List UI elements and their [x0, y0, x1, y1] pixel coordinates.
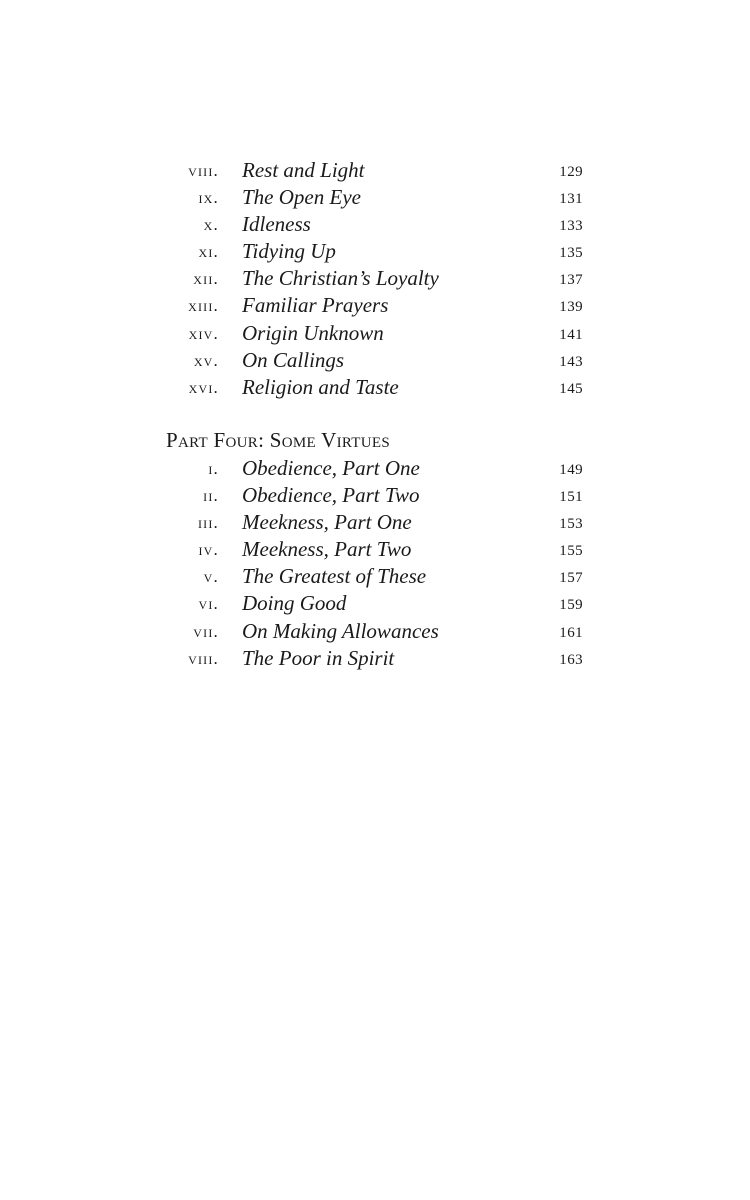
chapter-title: Idleness: [242, 212, 311, 236]
chapter-title: Meekness, Part One: [242, 510, 412, 534]
chapter-title: Obedience, Part One: [242, 456, 420, 480]
toc-entry: [0, 645, 750, 672]
chapter-numeral: vi.: [198, 594, 219, 613]
chapter-title: Doing Good: [242, 591, 347, 615]
page-number: 139: [559, 299, 583, 315]
chapter-numeral: xiii.: [188, 296, 219, 315]
toc-entry: [0, 292, 750, 319]
toc-entry: [0, 184, 750, 211]
page-number: 157: [559, 570, 583, 586]
chapter-title: The Open Eye: [242, 185, 361, 209]
page-number: 131: [559, 191, 583, 207]
chapter-numeral: iii.: [197, 513, 219, 532]
chapter-title: On Making Allowances: [242, 619, 439, 643]
chapter-numeral: v.: [203, 567, 219, 586]
page-number: 135: [559, 245, 583, 261]
chapter-title: Familiar Prayers: [242, 293, 389, 317]
chapter-numeral: xiv.: [188, 324, 219, 343]
toc-entry: [0, 320, 750, 347]
toc-entry: [0, 590, 750, 617]
chapter-title: Religion and Taste: [242, 375, 399, 399]
toc-entry: [0, 374, 750, 401]
page-number: 159: [559, 597, 583, 613]
chapter-title: The Christian’s Loyalty: [242, 266, 439, 290]
page-number: 145: [559, 381, 583, 397]
page-number: 133: [559, 218, 583, 234]
page-number: 149: [559, 462, 583, 478]
page-number: 129: [559, 164, 583, 180]
toc-entry: [0, 536, 750, 563]
chapter-title: Rest and Light: [242, 158, 365, 182]
toc-entry: [0, 238, 750, 265]
chapter-title: The Greatest of These: [242, 564, 427, 588]
chapter-numeral: xii.: [193, 269, 219, 288]
chapter-title: Meekness, Part Two: [242, 537, 412, 561]
page-number: 141: [559, 327, 583, 343]
chapter-numeral: xv.: [193, 351, 219, 370]
page-number: 143: [559, 354, 583, 370]
toc-entry: [0, 482, 750, 509]
page-number: 163: [559, 652, 583, 668]
chapter-numeral: ix.: [198, 188, 219, 207]
chapter-title: Origin Unknown: [242, 321, 384, 345]
toc-entry: [0, 265, 750, 292]
page-number: 155: [559, 543, 583, 559]
chapter-title: Obedience, Part Two: [242, 483, 420, 507]
page-number: 137: [559, 272, 583, 288]
chapter-numeral: ii.: [203, 486, 219, 505]
chapter-numeral: vii.: [193, 622, 219, 641]
chapter-numeral: i.: [208, 459, 219, 478]
chapter-title: Tidying Up: [242, 239, 336, 263]
chapter-title: The Poor in Spirit: [242, 646, 395, 670]
toc-entry: [0, 455, 750, 482]
chapter-numeral: xi.: [198, 242, 219, 261]
toc-entry: [0, 563, 750, 590]
toc-entry: [0, 157, 750, 184]
toc-entry: [0, 509, 750, 536]
page-number: 153: [559, 516, 583, 532]
chapter-numeral: viii.: [188, 161, 219, 180]
chapter-numeral: xvi.: [188, 378, 219, 397]
page-number: 151: [559, 489, 583, 505]
page-number: 161: [559, 625, 583, 641]
toc-entry: [0, 618, 750, 645]
toc-entry: [0, 211, 750, 238]
chapter-title: On Callings: [242, 348, 345, 372]
chapter-numeral: iv.: [198, 540, 219, 559]
toc-entry: [0, 347, 750, 374]
chapter-numeral: viii.: [188, 649, 219, 668]
part-heading: Part Four: Some Virtues: [166, 428, 391, 452]
chapter-numeral: x.: [203, 215, 219, 234]
